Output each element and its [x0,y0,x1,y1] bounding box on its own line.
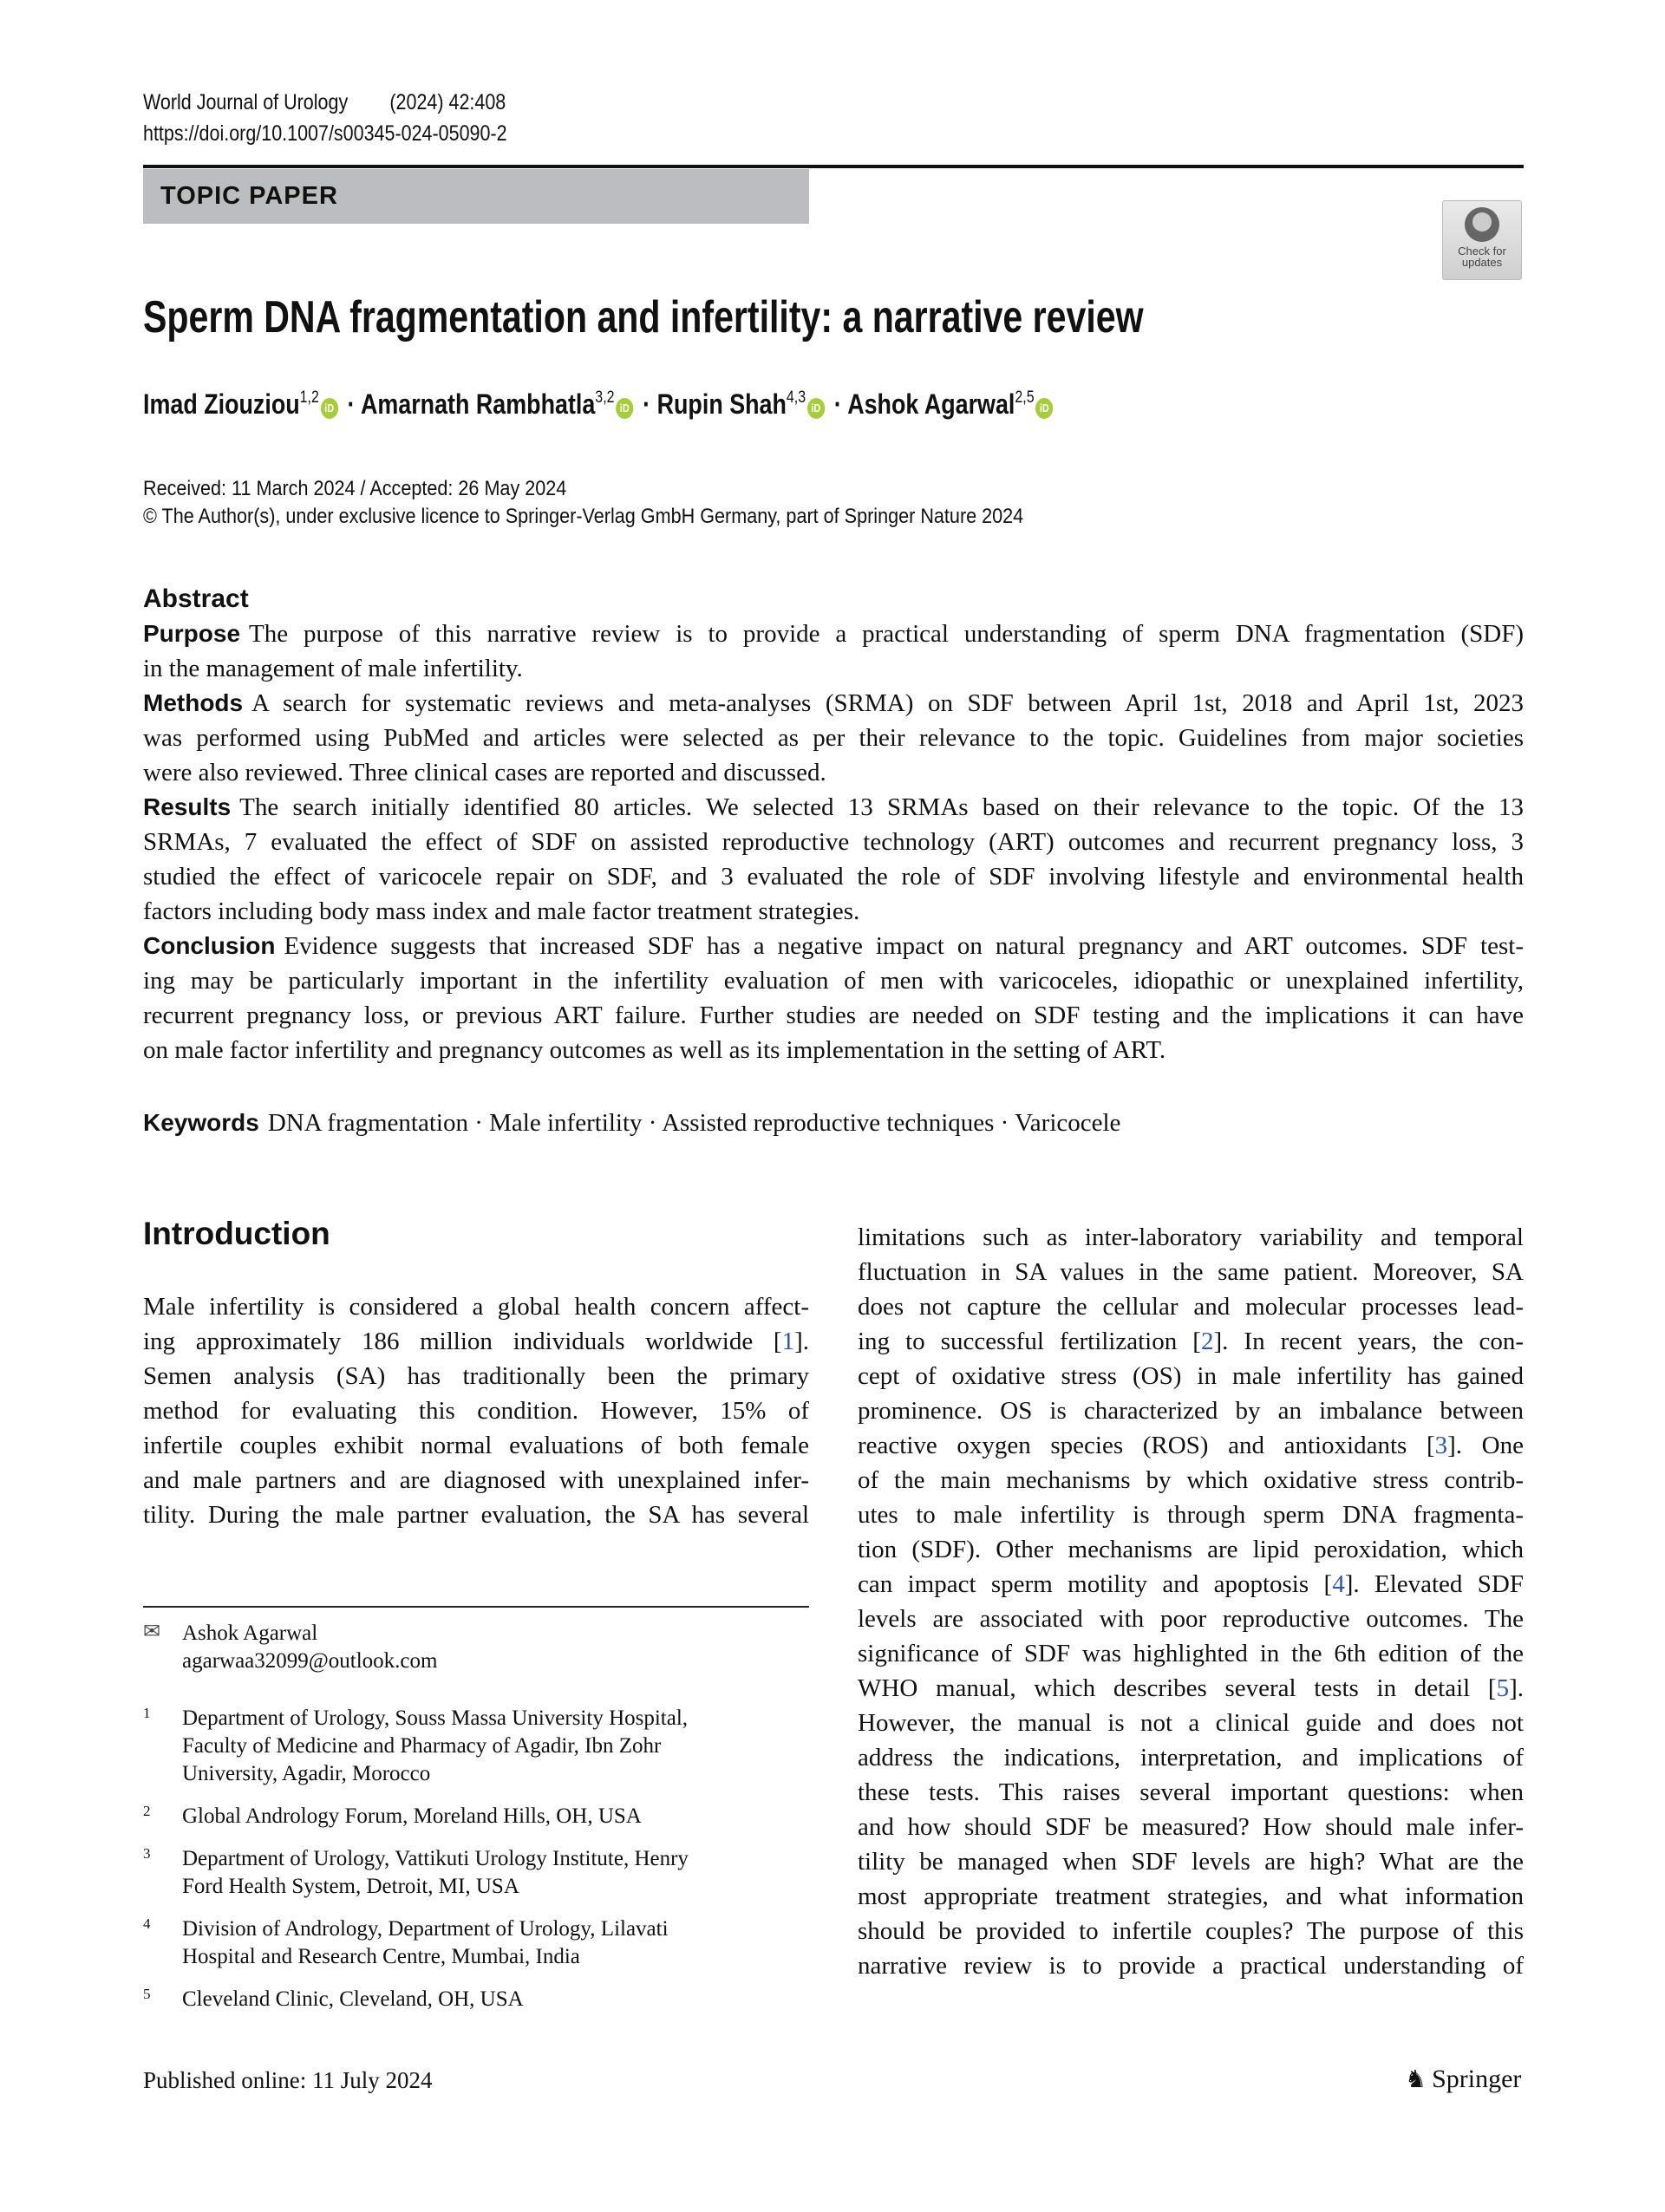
body-line: tility be managed when SDF levels are high? What are the [858,1848,1524,1876]
publisher-name: Springer [1432,2065,1522,2093]
author-affiliation-marker: 2,5 [1015,388,1035,407]
author-name: Amarnath Rambhatla [360,388,596,420]
abstract-line: factors including body mass index and male factor treatment strategies. [143,897,860,925]
introduction-right-column [858,1220,1524,1983]
author-list [143,388,1230,421]
body-line: these tests. This raises several important questions: when [858,1778,1524,1806]
abstract-line: in the management of male infertility. [143,655,523,682]
body-line: infertile couples exhibit normal evaluations of both female [143,1432,809,1459]
keywords-label: Keywords [143,1109,259,1136]
keyword-separator: · [467,1109,490,1137]
affiliation-line: Division of Andrology, Department of Urology, Lilavati [182,1917,669,1941]
citation-link[interactable]: 4 [1332,1570,1345,1598]
abstract-line: were also reviewed. Three clinical cases are reported and discussed. [143,759,826,786]
body-line: and how should SDF be measured? How should male infer- [858,1813,1524,1841]
affiliation-number: 3 [143,1845,151,1862]
keyword-separator: · [994,1109,1015,1137]
correspondence-email[interactable]: agarwaa32099@outlook.com [182,1649,438,1673]
citation-link[interactable]: 2 [1200,1328,1214,1355]
abstract-section-label: Methods [143,689,244,716]
affiliation-number: 1 [143,1705,151,1721]
springer-horse-icon: ♞ [1405,2066,1427,2093]
journal-header [143,90,565,115]
affiliation-line: Ford Health System, Detroit, MI, USA [182,1875,519,1898]
article-title: Sperm DNA fragmentation and infertility: a narrative review [143,292,1144,343]
affiliation-line: University, Agadir, Morocco [182,1762,431,1785]
body-line: Semen analysis (SA) has traditionally been the primary [143,1362,809,1390]
check-updates-label: Check for updates [1458,245,1506,269]
body-line: WHO manual, which describes several tests in detail [5]. [858,1674,1524,1702]
body-line: levels are associated with poor reproductive outcomes. The [858,1605,1524,1633]
body-line: address the indications, interpretation, and implications of [858,1744,1524,1772]
affiliation [143,1705,809,1788]
abstract-line: Results The search initially identified 80 articles. We selected 13 SRMAs based on their relevance to the topic. Of the 13 [143,793,1524,821]
author-separator: · [636,388,657,420]
correspondence [143,1620,437,1675]
body-line: However, the manual is not a clinical guide and does not [858,1709,1524,1737]
author-affiliation-marker: 3,2 [595,388,615,407]
affiliation-line: Faculty of Medicine and Pharmacy of Agadir, Ibn Zohr [182,1734,662,1758]
orcid-icon[interactable]: iD [1035,398,1053,419]
abstract-line: Methods A search for systematic reviews and meta-analyses (SRMA) on SDF between April 1st, 2018 and April 1st, 2023 [143,689,1524,717]
citation-link[interactable]: 3 [1434,1432,1448,1459]
published-online: Published online: 11 July 2024 [143,2067,433,2093]
abstract-section-label: Conclusion [143,932,276,959]
author-separator: · [827,388,848,420]
orcid-icon[interactable]: iD [807,398,825,419]
affiliation-number: 5 [143,1986,151,2002]
body-line: ing to successful fertilization [2]. In recent years, the con- [858,1328,1524,1355]
body-line: should be provided to infertile couples? The purpose of this [858,1917,1524,1945]
body-line: most appropriate treatment strategies, and what information [858,1882,1524,1910]
author-name: Ashok Agarwal [847,388,1015,420]
body-line: tility. During the male partner evaluation, the SA has several [143,1501,809,1529]
affiliation-line: Department of Urology, Souss Massa University Hospital, [182,1706,689,1730]
body-line: and male partners and are diagnosed with unexplained infer- [143,1466,809,1494]
body-line: method for evaluating this condition. However, 15% of [143,1397,809,1425]
affiliation [143,1915,809,1971]
footnote-rule [143,1606,809,1608]
check-for-updates-button[interactable] [1442,200,1522,280]
copyright: © The Author(s), under exclusive licence to Springer-Verlag GmbH Germany, part of Springer Nature 2024 [143,505,1024,528]
header-rule [143,165,1524,168]
affiliation [143,1845,809,1901]
introduction-heading: Introduction [143,1216,330,1251]
body-line: utes to male infertility is through sperm DNA fragmenta- [858,1501,1524,1529]
abstract-section-label: Results [143,793,232,820]
affiliation-line: Hospital and Research Centre, Mumbai, India [182,1945,580,1968]
affiliation-number: 4 [143,1915,151,1932]
article-type: TOPIC PAPER [160,182,338,210]
abstract-line: Conclusion Evidence suggests that increased SDF has a negative impact on natural pregnancy and ART outcomes. SDF test- [143,932,1524,960]
body-line: can impact sperm motility and apoptosis [4]. Elevated SDF [858,1570,1524,1598]
body-line: significance of SDF was highlighted in the 6th edition of the [858,1640,1524,1667]
journal-name: World Journal of Urology [143,90,349,114]
abstract-line: on male factor infertility and pregnancy outcomes as well as its implementation in the setting of ART. [143,1036,1166,1064]
abstract-heading: Abstract [143,584,249,613]
keyword: DNA fragmentation [267,1109,468,1137]
envelope-icon: ✉ [143,1621,161,1643]
body-line: Male infertility is considered a global health concern affect- [143,1293,809,1321]
orcid-icon[interactable]: iD [321,398,338,419]
citation-link[interactable]: 1 [781,1328,795,1355]
keywords [143,1106,1524,1140]
crossmark-icon [1465,207,1499,242]
affiliation [143,1803,809,1830]
body-line: does not capture the cellular and molecular processes lead- [858,1293,1524,1321]
abstract-line: ing may be particularly important in the infertility evaluation of men with varicoceles, idiopathic or unexplained infertility, [143,967,1524,995]
affiliation-line: Cleveland Clinic, Cleveland, OH, USA [182,1987,524,2011]
keyword: Male infertility [489,1109,643,1137]
author-name: Rupin Shah [656,388,787,420]
article-type-band [143,169,809,224]
orcid-icon[interactable]: iD [616,398,633,419]
body-line: limitations such as inter-laboratory variability and temporal [858,1223,1524,1251]
keyword: Assisted reproductive techniques [662,1109,995,1137]
affiliation-number: 2 [143,1803,151,1819]
body-line: fluctuation in SA values in the same patient. Moreover, SA [858,1258,1524,1286]
abstract-section-label: Purpose [143,620,241,647]
affiliations [143,1705,809,2028]
body-line: ing approximately 186 million individuals worldwide [1]. [143,1328,809,1355]
journal-volume: (2024) 42:408 [389,90,506,114]
abstract-line: SRMAs, 7 evaluated the effect of SDF on assisted reproductive technology (ART) outcomes and recurrent pregnancy loss, 3 [143,828,1524,856]
keyword-separator: · [642,1109,663,1137]
abstract [143,582,1524,1067]
abstract-line: Purpose The purpose of this narrative review is to provide a practical understanding of sperm DNA fragmentation (SDF) [143,620,1524,648]
publisher-logo [1405,2065,1521,2094]
author-separator: · [341,388,361,420]
body-line: narrative review is to provide a practical understanding of [858,1952,1524,1980]
doi-link[interactable] [143,121,566,147]
article-dates [143,475,1121,531]
body-line: tion (SDF). Other mechanisms are lipid peroxidation, which [858,1536,1524,1563]
introduction-left-column [143,1289,809,1532]
abstract-line: recurrent pregnancy loss, or previous ART failure. Further studies are needed on SDF testing and the implications it can have [143,1002,1524,1029]
citation-link[interactable]: 5 [1496,1674,1510,1702]
affiliation-line: Department of Urology, Vattikuti Urology Institute, Henry [182,1847,689,1870]
received-accepted: Received: 11 March 2024 / Accepted: 26 May 2024 [143,477,567,500]
doi-text[interactable]: https://doi.org/10.1007/s00345-024-05090-2 [143,121,507,146]
author-affiliation-marker: 4,3 [786,388,806,407]
abstract-line: studied the effect of varicocele repair on SDF, and 3 evaluated the role of SDF involving lifestyle and environmental health [143,863,1524,891]
author-name: Imad Ziouziou [143,388,300,420]
body-line: prominence. OS is characterized by an imbalance between [858,1397,1524,1425]
body-line: cept of oxidative stress (OS) in male infertility has gained [858,1362,1524,1390]
affiliation [143,1986,809,2013]
author-affiliation-marker: 1,2 [299,388,319,407]
correspondence-name: Ashok Agarwal [182,1621,318,1645]
keyword: Varicocele [1015,1109,1121,1137]
body-line: of the main mechanisms by which oxidative stress contrib- [858,1466,1524,1494]
affiliation-line: Global Andrology Forum, Moreland Hills, OH, USA [182,1804,642,1828]
abstract-line: was performed using PubMed and articles were selected as per their relevance to the topic. Guidelines from major societies [143,724,1524,752]
body-line: reactive oxygen species (ROS) and antioxidants [3]. One [858,1432,1524,1459]
